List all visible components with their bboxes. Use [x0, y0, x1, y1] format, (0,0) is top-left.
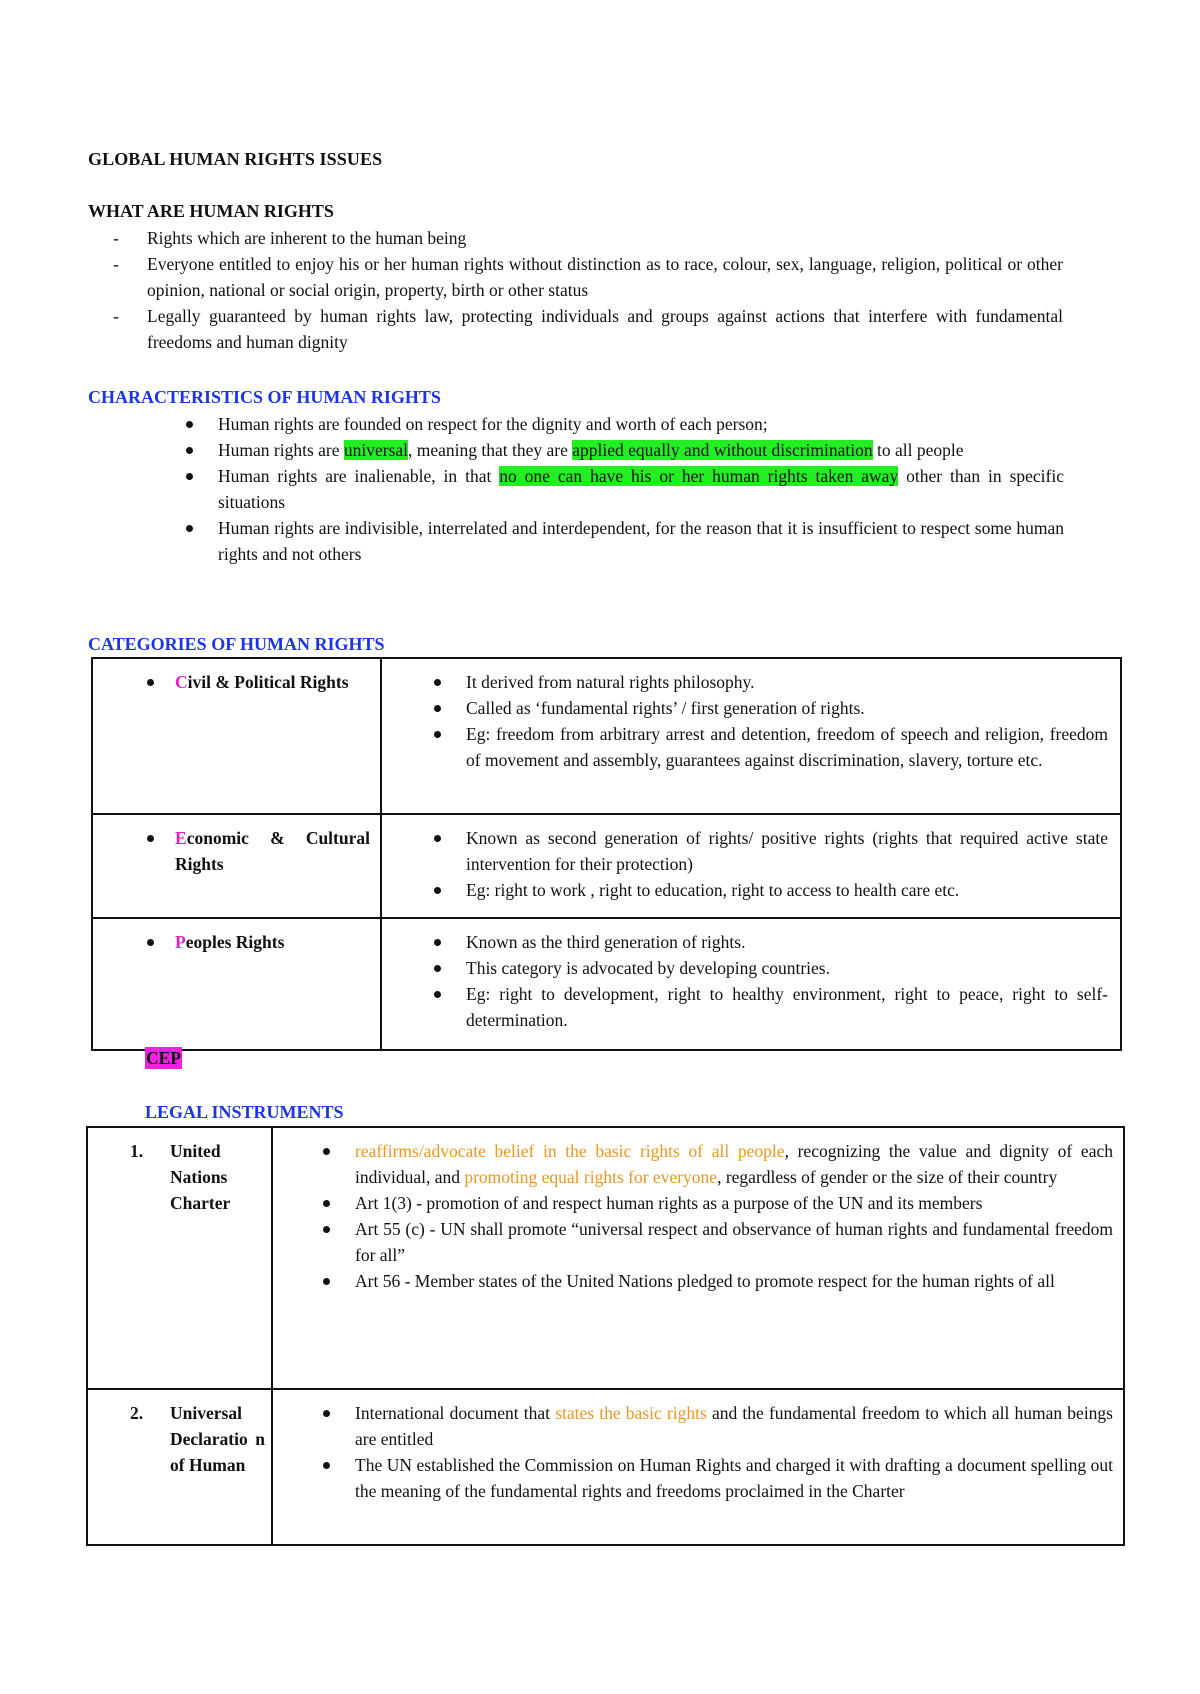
legal-heading: LEGAL INSTRUMENTS — [145, 1102, 344, 1122]
table-row — [92, 918, 1121, 1050]
category-detail-cell — [381, 814, 1121, 918]
what-heading: WHAT ARE HUMAN RIGHTS — [88, 201, 334, 221]
categories-table — [91, 657, 1122, 1051]
category-name-cell: Economic & Cultural Rights — [92, 814, 381, 918]
list-item: Human rights are founded on respect for the dignity and worth of each person; — [184, 411, 1064, 437]
category-initial: C — [175, 672, 188, 692]
list-item: The UN established the Commission on Human Rights and charged it with drafting a document spelling out the meaning of the fundamental rights and freedoms proclaimed in the Charter — [321, 1452, 1113, 1504]
list-item: Eg: right to work , right to education, right to access to health care etc. — [432, 877, 1108, 903]
list-item: - Everyone entitled to enjoy his or her human rights without distinction as to race, colour, sex, language, religion, political or other opinion, national or social origin, property, birth or other status — [113, 251, 1063, 303]
list-item: Art 55 (c) - UN shall promote “universal respect and observance of human rights and fundamental freedom for all” — [321, 1216, 1113, 1268]
list-item: Eg: right to development, right to healthy environment, right to peace, right to self-determination. — [432, 981, 1108, 1033]
highlight: no one can have his or her human rights taken away — [499, 466, 899, 486]
list-item: International document that states the basic rights and the fundamental freedom to which all human beings are entitled — [321, 1400, 1113, 1452]
list-item: Human rights are inalienable, in that no one can have his or her human rights taken away other than in specific situations — [184, 463, 1064, 515]
document-title: GLOBAL HUMAN RIGHTS ISSUES — [88, 149, 383, 169]
characteristics-list — [184, 411, 1064, 567]
instrument-detail-cell — [272, 1389, 1124, 1545]
category-detail-cell — [381, 658, 1121, 814]
list-item: Known as the third generation of rights. — [432, 929, 1108, 955]
list-item: - Rights which are inherent to the human being — [113, 225, 1063, 251]
category-detail-cell — [381, 918, 1121, 1050]
instrument-name: United Nations Charter — [170, 1141, 231, 1213]
categories-heading: CATEGORIES OF HUMAN RIGHTS — [88, 634, 385, 654]
characteristics-heading: CHARACTERISTICS OF HUMAN RIGHTS — [88, 387, 441, 407]
list-item: Called as ‘fundamental rights’ / first generation of rights. — [432, 695, 1108, 721]
list-item: Art 56 - Member states of the United Nations pledged to promote respect for the human rights of all — [321, 1268, 1113, 1294]
highlight: universal — [343, 440, 409, 460]
table-row — [87, 1389, 1124, 1545]
instrument-name-cell: 2. Universal Declaratio n of Human — [87, 1389, 272, 1545]
instrument-name-cell: 1. United Nations Charter — [87, 1127, 272, 1389]
list-item: Human rights are indivisible, interrelated and interdependent, for the reason that it is insufficient to respect some human rights and not others — [184, 515, 1064, 567]
list-item: This category is advocated by developing countries. — [432, 955, 1108, 981]
list-item: reaffirms/advocate belief in the basic rights of all people, recognizing the value and dignity of each individual, and promoting equal rights for everyone, regardless of gender or the size of their country — [321, 1138, 1113, 1190]
category-name-cell: Peoples Rights — [92, 918, 381, 1050]
list-item: It derived from natural rights philosophy. — [432, 669, 1108, 695]
list-item: - Legally guaranteed by human rights law, protecting individuals and groups against actions that interfere with fundamental freedoms and human dignity — [113, 303, 1063, 355]
instrument-detail-cell — [272, 1127, 1124, 1389]
instrument-name: Universal Declaratio n of Human — [170, 1403, 265, 1475]
list-item: Art 1(3) - promotion of and respect human rights as a purpose of the UN and its members — [321, 1190, 1113, 1216]
legal-instruments-table — [86, 1126, 1125, 1546]
table-row — [92, 814, 1121, 918]
highlight: applied equally and without discrimination — [572, 440, 873, 460]
table-row — [92, 658, 1121, 814]
cep-label: CEP — [146, 1048, 181, 1068]
what-list — [113, 225, 1063, 355]
table-row — [87, 1127, 1124, 1389]
list-item: Eg: freedom from arbitrary arrest and detention, freedom of speech and religion, freedom of movement and assembly, guarantees against discrimination, slavery, torture etc. — [432, 721, 1108, 773]
list-item: Human rights are universal, meaning that they are applied equally and without discrimination to all people — [184, 437, 1064, 463]
list-item: Known as second generation of rights/ positive rights (rights that required active state intervention for their protection) — [432, 825, 1108, 877]
category-initial: E — [175, 828, 187, 848]
category-initial: P — [175, 932, 186, 952]
category-name-cell: Civil & Political Rights — [92, 658, 381, 814]
